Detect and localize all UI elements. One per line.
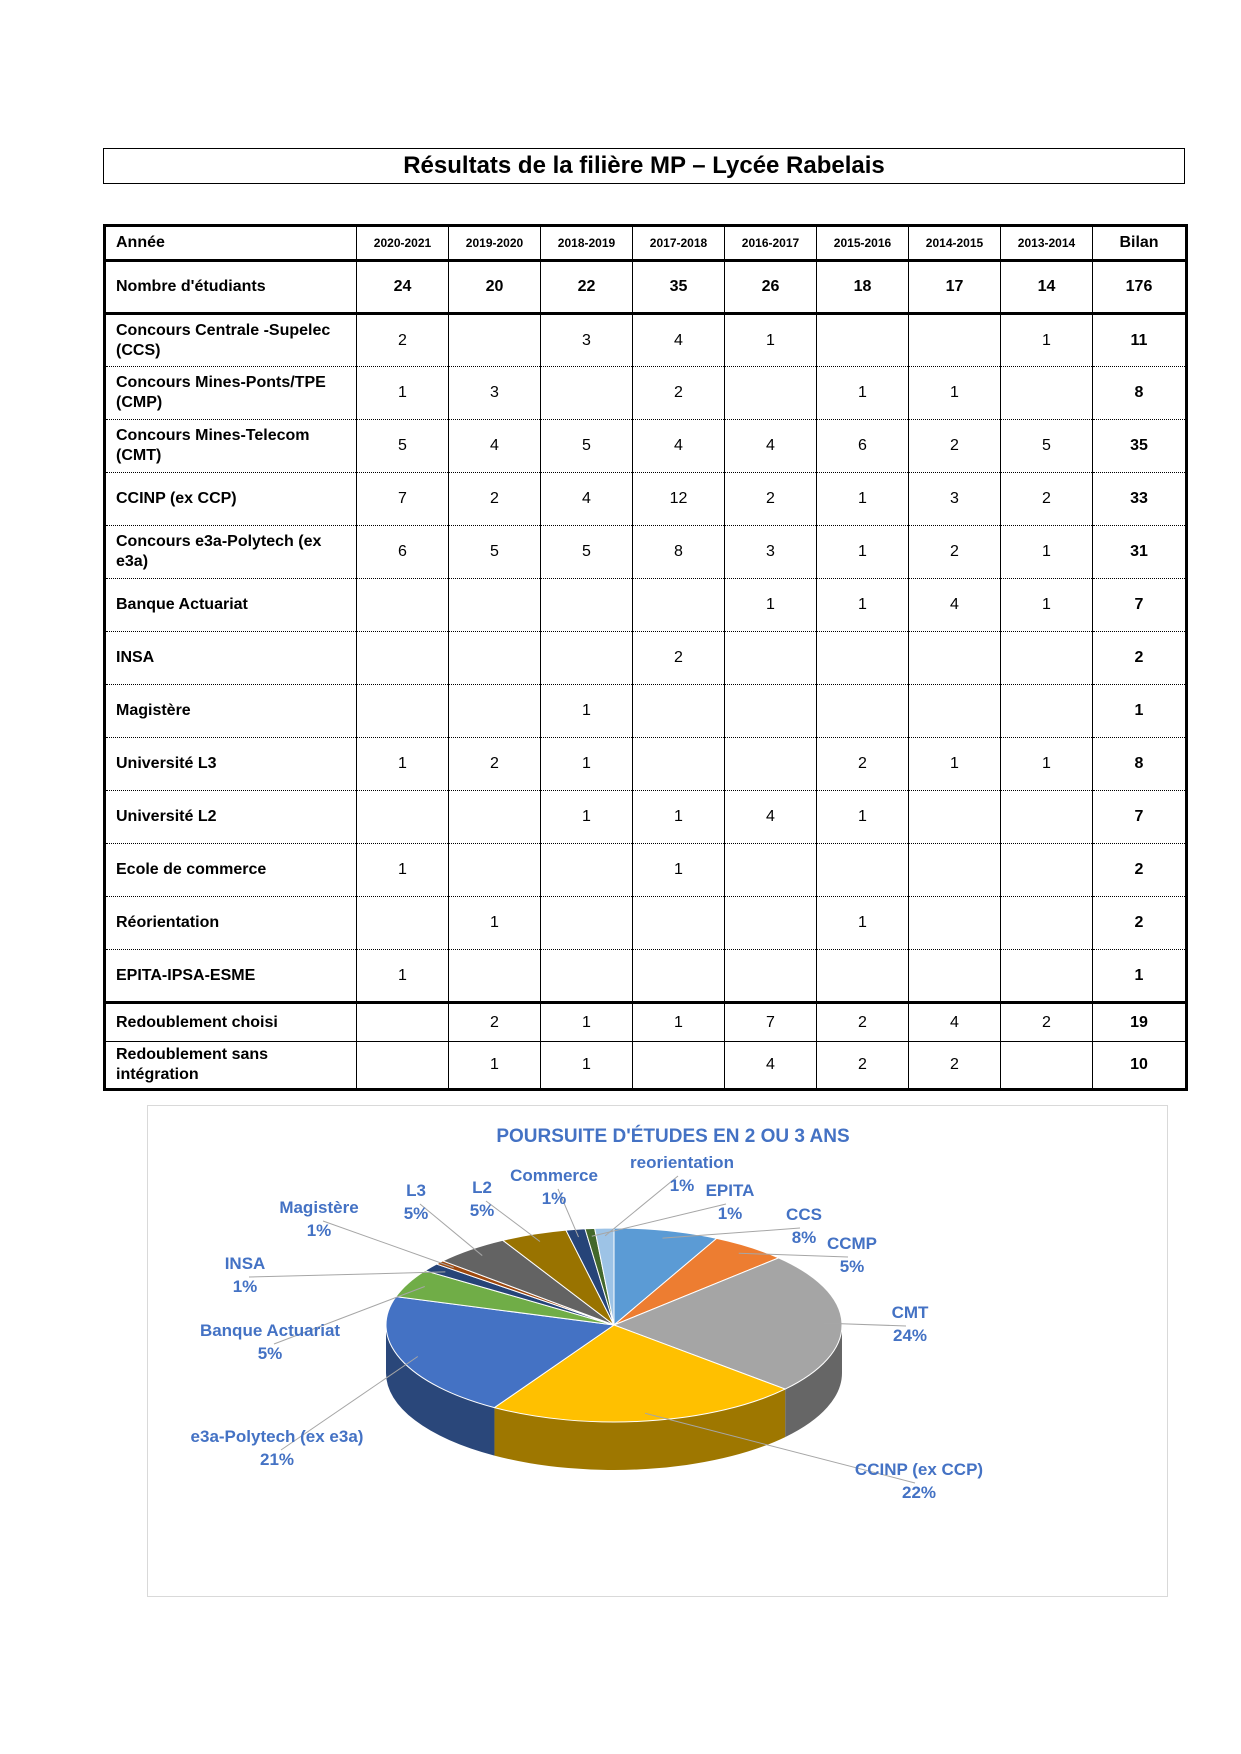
table-cell: 20: [449, 261, 541, 314]
table-cell: [725, 685, 817, 738]
table-cell: 35: [633, 261, 725, 314]
row-total: 8: [1093, 738, 1187, 791]
table-cell: 1: [541, 1003, 633, 1042]
table-row: [105, 314, 1187, 367]
table-cell: 2: [909, 1042, 1001, 1090]
slice-label-name: CCMP: [826, 1234, 878, 1253]
year-header: 2020-2021: [357, 226, 449, 261]
table-cell: [449, 791, 541, 844]
slice-label-percent: 1%: [541, 1189, 567, 1208]
table-cell: [633, 738, 725, 791]
table-row: [105, 738, 1187, 791]
table-cell: 26: [725, 261, 817, 314]
table-cell: 4: [725, 791, 817, 844]
row-label: Concours e3a-Polytech (ex e3a): [105, 526, 357, 579]
slice-label-percent: 5%: [403, 1204, 429, 1223]
table-row: [105, 685, 1187, 738]
slice-label-percent: 21%: [259, 1450, 295, 1469]
pie-chart: [148, 1106, 1167, 1596]
table-cell: 1: [1001, 738, 1093, 791]
slice-label-percent: 1%: [306, 1221, 332, 1240]
table-row: [105, 473, 1187, 526]
year-header: 2019-2020: [449, 226, 541, 261]
table-cell: 1: [449, 897, 541, 950]
row-label: Université L3: [105, 738, 357, 791]
year-header: 2014-2015: [909, 226, 1001, 261]
row-total: 33: [1093, 473, 1187, 526]
row-label: INSA: [105, 632, 357, 685]
table-cell: [449, 685, 541, 738]
slice-label-percent: 1%: [717, 1204, 743, 1223]
bilan-header: Bilan: [1093, 226, 1187, 261]
table-cell: 22: [541, 261, 633, 314]
table-cell: [909, 632, 1001, 685]
table-cell: [1001, 791, 1093, 844]
slice-label-percent: 5%: [839, 1257, 865, 1276]
table-cell: [633, 685, 725, 738]
row-label: Nombre d'étudiants: [105, 261, 357, 314]
table-cell: 4: [725, 1042, 817, 1090]
table-cell: [541, 367, 633, 420]
year-header: 2018-2019: [541, 226, 633, 261]
slice-label-name: INSA: [224, 1254, 266, 1273]
table-cell: [357, 897, 449, 950]
table-cell: [633, 950, 725, 1003]
table-cell: 4: [633, 420, 725, 473]
table-cell: 5: [1001, 420, 1093, 473]
table-cell: [1001, 632, 1093, 685]
table-row: [105, 844, 1187, 897]
slice-label-percent: 22%: [901, 1483, 937, 1502]
table-cell: 1: [1001, 579, 1093, 632]
table-cell: 1: [541, 738, 633, 791]
table-cell: [449, 579, 541, 632]
table-cell: 2: [1001, 473, 1093, 526]
table-cell: 4: [909, 579, 1001, 632]
table-cell: 1: [817, 526, 909, 579]
table-cell: [1001, 367, 1093, 420]
table-cell: 1: [725, 314, 817, 367]
table-cell: 1: [909, 738, 1001, 791]
table-cell: [1001, 950, 1093, 1003]
table-cell: [633, 1042, 725, 1090]
table-cell: 2: [449, 473, 541, 526]
row-label: EPITA-IPSA-ESME: [105, 950, 357, 1003]
slice-label-name: EPITA: [705, 1181, 755, 1200]
table-cell: 1: [817, 791, 909, 844]
slice-label-name: e3a-Polytech (ex e3a): [190, 1427, 364, 1446]
redoublement-row: [105, 1042, 1187, 1090]
table-cell: [633, 897, 725, 950]
row-total: 10: [1093, 1042, 1187, 1090]
table-cell: 1: [817, 473, 909, 526]
table-cell: 4: [725, 420, 817, 473]
slice-label-name: CCINP (ex CCP): [854, 1460, 984, 1479]
table-cell: 1: [633, 844, 725, 897]
table-cell: 4: [633, 314, 725, 367]
table-cell: 2: [725, 473, 817, 526]
table-cell: [725, 950, 817, 1003]
table-cell: [725, 897, 817, 950]
table-cell: [817, 950, 909, 1003]
table-cell: [357, 632, 449, 685]
slice-label-percent: 8%: [791, 1228, 817, 1247]
table-cell: 5: [449, 526, 541, 579]
table-cell: [1001, 1042, 1093, 1090]
table-cell: 2: [909, 526, 1001, 579]
row-total: 2: [1093, 844, 1187, 897]
table-header-row: [105, 226, 1187, 261]
table-cell: [909, 685, 1001, 738]
table-cell: [725, 844, 817, 897]
table-cell: 12: [633, 473, 725, 526]
slice-label-name: Banque Actuariat: [199, 1321, 341, 1340]
table-cell: 2: [633, 367, 725, 420]
table-cell: 3: [449, 367, 541, 420]
slice-label-name: Commerce: [510, 1166, 598, 1185]
year-header: 2013-2014: [1001, 226, 1093, 261]
table-row: [105, 791, 1187, 844]
row-total: 7: [1093, 579, 1187, 632]
table-cell: 1: [357, 738, 449, 791]
table-cell: 1: [725, 579, 817, 632]
table-cell: 1: [633, 791, 725, 844]
slice-label-name: CMT: [891, 1303, 929, 1322]
row-label: CCINP (ex CCP): [105, 473, 357, 526]
table-row: [105, 526, 1187, 579]
table-cell: 8: [633, 526, 725, 579]
table-cell: 1: [541, 791, 633, 844]
row-label: Université L2: [105, 791, 357, 844]
table-cell: [633, 579, 725, 632]
table-cell: 1: [909, 367, 1001, 420]
row-total: 176: [1093, 261, 1187, 314]
row-total: 1: [1093, 950, 1187, 1003]
table-cell: 1: [633, 1003, 725, 1042]
row-total: 31: [1093, 526, 1187, 579]
table-cell: [449, 844, 541, 897]
row-total: 2: [1093, 897, 1187, 950]
students-row: [105, 261, 1187, 314]
table-row: [105, 367, 1187, 420]
table-cell: 5: [541, 526, 633, 579]
table-cell: 7: [357, 473, 449, 526]
year-header: 2015-2016: [817, 226, 909, 261]
row-total: 2: [1093, 632, 1187, 685]
table-cell: [541, 844, 633, 897]
slice-label-name: Magistère: [279, 1198, 359, 1217]
table-row: [105, 897, 1187, 950]
table-cell: 1: [1001, 314, 1093, 367]
table-cell: 2: [449, 738, 541, 791]
table-cell: [817, 844, 909, 897]
table-cell: 1: [817, 897, 909, 950]
table-cell: 2: [817, 1042, 909, 1090]
table-cell: 2: [357, 314, 449, 367]
table-cell: 2: [817, 738, 909, 791]
table-cell: [357, 1003, 449, 1042]
slice-label-percent: 24%: [892, 1326, 928, 1345]
row-label: Concours Centrale -Supelec (CCS): [105, 314, 357, 367]
leader-line: [249, 1272, 445, 1277]
table-cell: 3: [909, 473, 1001, 526]
table-cell: 5: [541, 420, 633, 473]
table-cell: 14: [1001, 261, 1093, 314]
row-total: 1: [1093, 685, 1187, 738]
slice-label-percent: 5%: [469, 1201, 495, 1220]
table-cell: [449, 314, 541, 367]
table-cell: [357, 579, 449, 632]
table-cell: 2: [633, 632, 725, 685]
table-cell: 5: [357, 420, 449, 473]
table-cell: [1001, 685, 1093, 738]
table-row: [105, 420, 1187, 473]
year-header: 2017-2018: [633, 226, 725, 261]
table-cell: 1: [449, 1042, 541, 1090]
leader-line: [323, 1221, 454, 1267]
slice-label-percent: 1%: [669, 1176, 695, 1195]
table-cell: [449, 632, 541, 685]
table-cell: [909, 791, 1001, 844]
page-title: Résultats de la filière MP – Lycée Rabelais: [103, 148, 1185, 184]
year-header: 2016-2017: [725, 226, 817, 261]
table-cell: 1: [817, 367, 909, 420]
table-cell: [817, 685, 909, 738]
table-cell: 3: [725, 526, 817, 579]
table-cell: [449, 950, 541, 1003]
row-label: Concours Mines-Telecom (CMT): [105, 420, 357, 473]
slice-label-name: CCS: [786, 1205, 822, 1224]
row-label: Concours Mines-Ponts/TPE (CMP): [105, 367, 357, 420]
table-cell: [909, 950, 1001, 1003]
table-cell: 1: [541, 685, 633, 738]
table-cell: [817, 632, 909, 685]
table-cell: [541, 579, 633, 632]
table-cell: 2: [817, 1003, 909, 1042]
table-cell: [541, 632, 633, 685]
row-label: Redoublement choisi: [105, 1003, 357, 1042]
table-cell: [725, 738, 817, 791]
table-cell: 4: [541, 473, 633, 526]
table-cell: [541, 950, 633, 1003]
table-cell: [725, 632, 817, 685]
table-cell: [909, 314, 1001, 367]
table-cell: [1001, 897, 1093, 950]
row-label: Ecole de commerce: [105, 844, 357, 897]
table-cell: 1: [357, 367, 449, 420]
row-total: 19: [1093, 1003, 1187, 1042]
table-row: [105, 632, 1187, 685]
table-cell: 6: [817, 420, 909, 473]
row-label: Magistère: [105, 685, 357, 738]
row-total: 7: [1093, 791, 1187, 844]
table-row: [105, 579, 1187, 632]
table-cell: 1: [541, 1042, 633, 1090]
row-label: Banque Actuariat: [105, 579, 357, 632]
table-cell: [357, 685, 449, 738]
table-cell: [909, 897, 1001, 950]
table-cell: [357, 791, 449, 844]
table-cell: 17: [909, 261, 1001, 314]
table-cell: [357, 1042, 449, 1090]
table-cell: [541, 897, 633, 950]
slice-label-name: reorientation: [630, 1153, 734, 1172]
table-cell: 1: [357, 844, 449, 897]
row-total: 35: [1093, 420, 1187, 473]
slice-label-percent: 5%: [257, 1344, 283, 1363]
header-label: Année: [105, 226, 357, 261]
table-cell: 1: [817, 579, 909, 632]
redoublement-row: [105, 1003, 1187, 1042]
table-cell: 1: [1001, 526, 1093, 579]
table-cell: 1: [357, 950, 449, 1003]
table-cell: 7: [725, 1003, 817, 1042]
table-cell: [909, 844, 1001, 897]
row-label: Réorientation: [105, 897, 357, 950]
table-cell: 24: [357, 261, 449, 314]
table-row: [105, 950, 1187, 1003]
slice-label-name: L3: [406, 1181, 426, 1200]
table-cell: 2: [909, 420, 1001, 473]
row-label: Redoublement sans intégration: [105, 1042, 357, 1090]
pie-chart-frame: [147, 1105, 1168, 1597]
slice-label-percent: 1%: [232, 1277, 258, 1296]
table-cell: [1001, 844, 1093, 897]
table-cell: 2: [1001, 1003, 1093, 1042]
row-total: 8: [1093, 367, 1187, 420]
table-cell: [725, 367, 817, 420]
table-cell: 6: [357, 526, 449, 579]
slice-label-name: L2: [472, 1178, 492, 1197]
table-cell: 2: [449, 1003, 541, 1042]
table-cell: 18: [817, 261, 909, 314]
leader-line: [605, 1176, 678, 1236]
table-cell: [817, 314, 909, 367]
table-cell: 4: [449, 420, 541, 473]
row-total: 11: [1093, 314, 1187, 367]
table-cell: 3: [541, 314, 633, 367]
table-cell: 4: [909, 1003, 1001, 1042]
chart-title: POURSUITE D'ÉTUDES EN 2 OU 3 ANS: [496, 1126, 850, 1147]
results-table: [103, 224, 1188, 1091]
